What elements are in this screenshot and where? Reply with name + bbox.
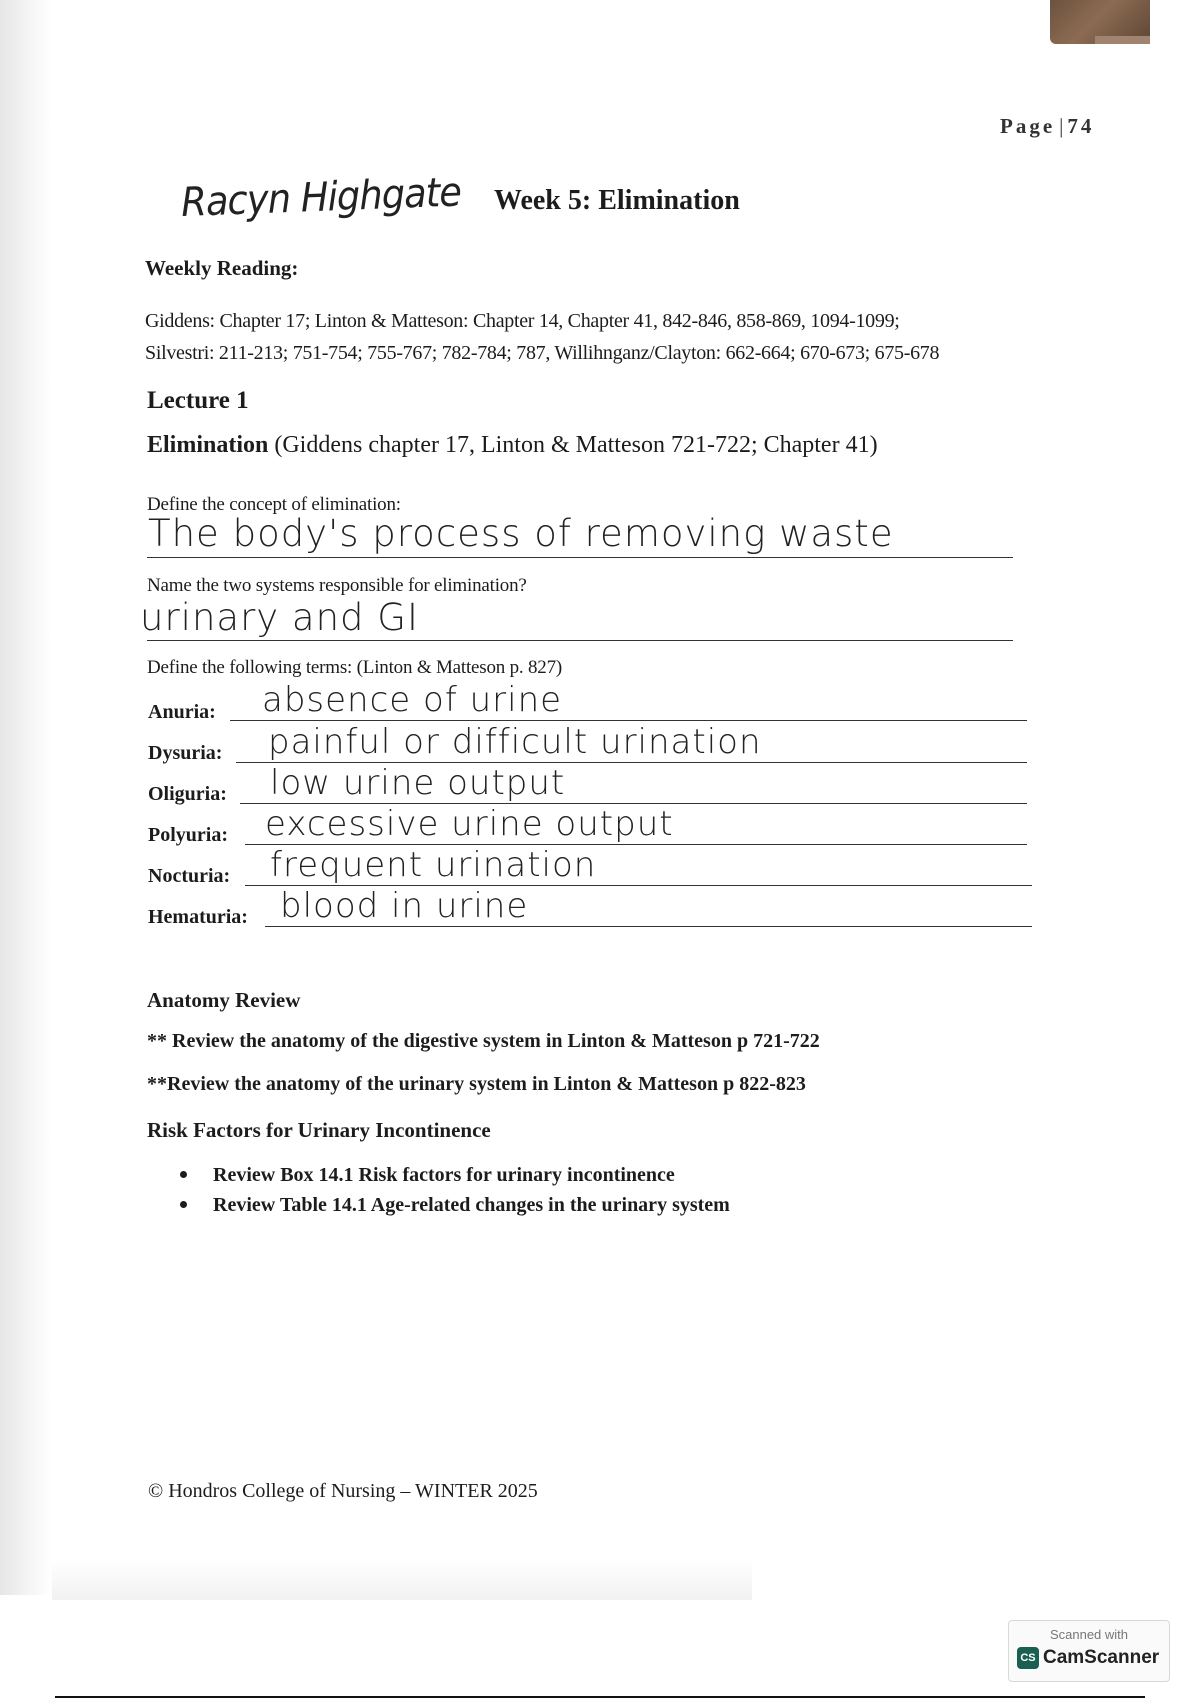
term-answer-handwritten: frequent urination: [270, 845, 597, 885]
watermark-brand: [1017, 1647, 1159, 1669]
page-number-value: 74: [1067, 114, 1095, 138]
answer-line: [147, 640, 1013, 641]
term-answer-handwritten: blood in urine: [280, 886, 529, 926]
systems-prompt: Name the two systems responsible for elimination?: [147, 575, 527, 596]
term-label: Dysuria:: [148, 742, 223, 764]
risk-factors-list: [180, 1160, 730, 1220]
watermark-caption: Scanned with: [1049, 1627, 1129, 1642]
term-answer-handwritten: absence of urine: [262, 680, 563, 720]
page-footer: © Hondros College of Nursing – WINTER 2025: [148, 1480, 538, 1502]
scan-shadow-bottom: [52, 1560, 752, 1600]
list-item: [180, 1190, 730, 1220]
bullet-icon: [180, 1171, 187, 1178]
page-bottom-rule: [55, 1696, 1145, 1698]
lecture-heading: Lecture 1: [147, 387, 249, 414]
anatomy-heading: Anatomy Review: [147, 988, 301, 1012]
weekly-reading-label: Weekly Reading:: [145, 256, 299, 280]
concept-answer-handwritten: The body's process of removing waste: [148, 512, 894, 555]
page-label: Page: [1000, 114, 1056, 138]
term-label: Oliguria:: [148, 783, 227, 805]
terms-prompt: Define the following terms: (Linton & Matteson p. 827): [147, 657, 563, 678]
systems-answer-handwritten: urinary and GI: [140, 596, 419, 639]
list-item: [180, 1160, 730, 1190]
term-label: Anuria:: [148, 701, 216, 723]
answer-line: [230, 720, 1027, 721]
page-title: Week 5: Elimination: [494, 185, 740, 216]
reading-line: Giddens: Chapter 17; Linton & Matteson: Chapter 14, Chapter 41, 842-846, 858-869, 1094-1099;: [145, 310, 900, 332]
term-label: Polyuria:: [148, 824, 228, 846]
weekly-reading-list: [145, 305, 939, 369]
scan-shadow: [0, 0, 52, 1595]
section-title: Elimination: [147, 432, 269, 458]
list-item-text: Review Box 14.1 Risk factors for urinary incontinence: [213, 1164, 675, 1186]
corner-tab-edge: [1095, 36, 1150, 44]
student-name-handwritten: Racyn Highgate: [180, 169, 462, 226]
section-subtitle: (Giddens chapter 17, Linton & Matteson 721-722; Chapter 41): [274, 432, 878, 458]
term-answer-handwritten: excessive urine output: [265, 804, 674, 844]
camscanner-logo-icon: CS: [1017, 1647, 1039, 1669]
anatomy-review-item: **Review the anatomy of the urinary system in Linton & Matteson p 822-823: [147, 1073, 806, 1095]
answer-line: [265, 926, 1032, 927]
anatomy-review-item: ** Review the anatomy of the digestive system in Linton & Matteson p 721-722: [147, 1030, 820, 1052]
term-answer-handwritten: low urine output: [270, 763, 566, 803]
risk-factors-heading: Risk Factors for Urinary Incontinence: [147, 1118, 491, 1142]
answer-line: [147, 557, 1013, 558]
term-answer-handwritten: painful or difficult urination: [268, 722, 762, 762]
term-label: Hematuria:: [148, 906, 248, 928]
concept-prompt: Define the concept of elimination:: [147, 494, 401, 515]
page-number: Page | 74: [1000, 114, 1095, 138]
reading-line: Silvestri: 211-213; 751-754; 755-767; 782-784; 787, Willihnganz/Clayton: 662-664; 670-673; 675-678: [145, 342, 940, 364]
bullet-icon: [180, 1201, 187, 1208]
section-heading: [147, 432, 878, 459]
camscanner-watermark: [1008, 1620, 1170, 1682]
term-label: Nocturia:: [148, 865, 231, 887]
list-item-text: Review Table 14.1 Age-related changes in the urinary system: [213, 1194, 730, 1216]
watermark-brand-name: CamScanner: [1043, 1647, 1160, 1668]
